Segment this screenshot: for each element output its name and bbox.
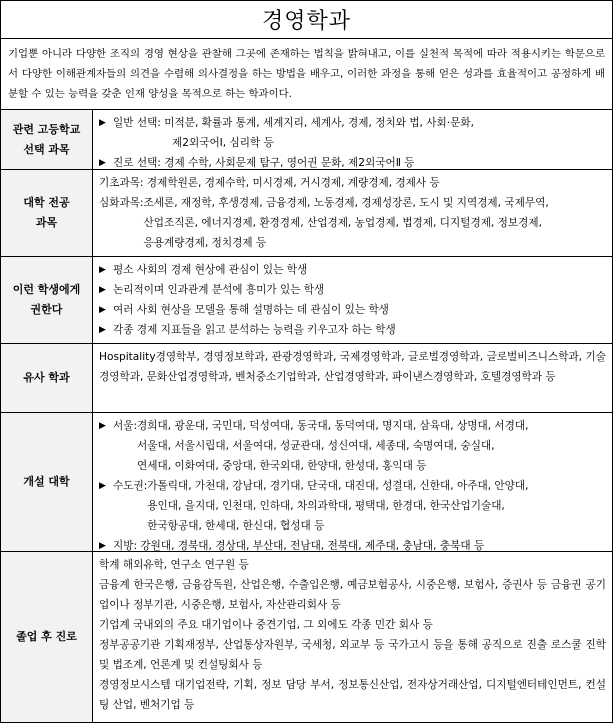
univ-line: 서울대, 서울시립대, 서울여대, 성균관대, 성신여대, 세종대, 숙명여대, 숭실대, bbox=[137, 440, 495, 452]
label-line: 과목 bbox=[35, 216, 58, 229]
advanced-line: 응용계량경제, 정치경제 등 bbox=[143, 237, 267, 249]
label-line: 관련 고등학교 bbox=[12, 122, 81, 136]
triangle-bullet-icon: ▶ bbox=[99, 305, 106, 315]
region-seoul bbox=[113, 416, 529, 476]
region-key: 서울: bbox=[113, 420, 138, 432]
triangle-bullet-icon: ▶ bbox=[99, 325, 106, 335]
career-item: 경영정보시스템 대기업전략, 기획, 정보 담당 부서, 정보통신산업, 전자상거래산업, 디지털엔터테인먼트, 컨설팅 산업, 벤처기업 등 bbox=[99, 679, 606, 711]
list-item bbox=[99, 476, 606, 536]
triangle-bullet-icon: ▶ bbox=[99, 158, 106, 168]
row-content-recommended bbox=[93, 257, 612, 343]
triangle-bullet-icon: ▶ bbox=[99, 541, 106, 551]
row-similar-departments bbox=[0, 344, 613, 413]
advanced-line: 조세론, 재정학, 후생경제, 금융경제, 노동경제, 경제성장론, 도시 및 지역경제, 국제무역, bbox=[143, 197, 549, 209]
general-elective-text: 일반 선택: 미적분, 확률과 통계, 세계지리, 세계사, 경제, 정치와 법, 사회·문화, bbox=[113, 117, 474, 129]
career-item: 정부공공기관 기획재정부, 산업통상자원부, 국세청, 외교부 등 국가고시 등을 통해 공직으로 진출 로스쿨 진학 및 법조계, 언론계 및 컨설팅회사 등 bbox=[99, 639, 606, 671]
region-values bbox=[147, 476, 528, 536]
advanced-values bbox=[144, 193, 606, 253]
row-label-hs-subjects bbox=[1, 110, 93, 169]
row-career bbox=[0, 552, 613, 723]
row-label-career: 졸업 후 진로 bbox=[1, 552, 93, 722]
recommend-text: 여러 사회 현상을 모델을 통해 설명하는 데 관심이 있는 학생 bbox=[113, 304, 389, 316]
list-item bbox=[99, 416, 606, 476]
univ-line: 연세대, 이화여대, 중앙대, 한국외대, 한양대, 한성대, 홍익대 등 bbox=[137, 460, 427, 472]
univ-line: 한국항공대, 한세대, 한신대, 협성대 등 bbox=[147, 520, 325, 532]
label-line: 이런 학생에게 bbox=[12, 283, 81, 296]
career-elective-text: 진로 선택: 경제 수학, 사회문제 탐구, 영어권 문화, 제2외국어Ⅱ 등 bbox=[113, 157, 415, 169]
triangle-bullet-icon: ▶ bbox=[99, 265, 106, 275]
intro-paragraph: 기업뿐 아니라 다양한 조직의 경영 현상을 관찰해 그곳에 존재하는 법칙을 밝혀내고, 이를 실천적 목적에 따라 적용시키는 학문으로서 다양한 이해관계자들의 의견을 수렴해 의사결정을 하는 방법을 배우고, 이러한 과정을 통해 얻은 성과를 효율적이고 공정하게 배분할 수 있는 능력을 갖춘 인재 양성을 목적으로 하는 학과이다. bbox=[0, 38, 613, 110]
label-line: 대학 전공 bbox=[23, 196, 70, 209]
recommend-text: 평소 사회의 경제 현상에 관심이 있는 학생 bbox=[113, 264, 308, 276]
row-content-hs-subjects bbox=[93, 110, 612, 169]
univ-line: 가톨릭대, 가천대, 강남대, 경기대, 단국대, 대진대, 성결대, 신한대, 아주대, 안양대, bbox=[147, 480, 529, 492]
region-metro bbox=[113, 476, 529, 536]
advanced-courses bbox=[99, 193, 606, 253]
list-item bbox=[99, 280, 606, 300]
row-major-courses bbox=[0, 170, 613, 257]
region-values bbox=[137, 416, 528, 476]
row-label-similar: 유사 학과 bbox=[1, 344, 93, 412]
row-universities bbox=[0, 413, 613, 552]
label-line: 권한다 bbox=[30, 303, 63, 316]
advanced-key: 심화과목: bbox=[99, 197, 144, 209]
row-content-universities bbox=[93, 413, 612, 551]
row-label-recommended bbox=[1, 257, 93, 343]
row-content-major-courses bbox=[93, 170, 612, 256]
triangle-bullet-icon: ▶ bbox=[99, 118, 106, 128]
triangle-bullet-icon: ▶ bbox=[99, 421, 106, 431]
row-hs-subjects bbox=[0, 110, 613, 170]
row-content-similar: Hospitality경영학부, 경영정보학과, 관광경영학과, 국제경영학과, 글로벌경영학과, 글로벌비즈니스학과, 기술경영학과, 문화산업경영학과, 벤처중소기업학과, 산업경영학과, 파이낸스경영학과, 호텔경영학과 등 bbox=[99, 351, 606, 383]
career-item: 학계 해외유학, 연구소 연구원 등 bbox=[99, 559, 249, 571]
row-label-universities: 개설 대학 bbox=[1, 413, 93, 551]
row-content-career bbox=[93, 552, 612, 722]
advanced-line: 산업조직론, 에너지경제, 환경경제, 산업경제, 농업경제, 법경제, 디지털경제, 정보경제, bbox=[143, 217, 542, 229]
list-item bbox=[99, 300, 606, 320]
list-item bbox=[99, 320, 606, 340]
row-recommended-students bbox=[0, 257, 613, 344]
recommend-text: 각종 경제 지표들을 읽고 분석하는 능력을 키우고자 하는 학생 bbox=[113, 324, 396, 336]
label-line: 선택 과목 bbox=[23, 142, 70, 156]
triangle-bullet-icon: ▶ bbox=[99, 285, 106, 295]
career-item: 기업계 국내외의 주요 대기업이나 중견기업, 그 외에도 각종 민간 회사 등 bbox=[99, 619, 433, 631]
univ-line: 용인대, 을지대, 인천대, 인하대, 차의과학대, 평택대, 한경대, 한국산업기술대, bbox=[147, 500, 505, 512]
row-label-major-courses bbox=[1, 170, 93, 256]
region-key: 수도권: bbox=[113, 480, 148, 492]
career-item: 금융계 한국은행, 금융감독원, 산업은행, 수출입은행, 예금보험공사, 시중은행, 보험사, 증권사 등 금융권 공기업이나 정부기관, 시중은행, 보험사, 자산관리회사 등 bbox=[99, 579, 606, 611]
general-elective-text-cont: 제2외국어Ⅰ, 심리학 등 bbox=[172, 137, 274, 149]
recommend-text: 논리적이며 인과관계 분석에 흥미가 있는 학생 bbox=[113, 284, 325, 296]
basic-courses: 기초과목: 경제학원론, 경제수학, 미시경제, 거시경제, 계량경제, 경제사 등 bbox=[99, 177, 440, 189]
triangle-bullet-icon: ▶ bbox=[99, 481, 106, 491]
univ-line: 경희대, 광운대, 국민대, 덕성여대, 동국대, 동덕여대, 명지대, 삼육대, 상명대, 서경대, bbox=[137, 420, 529, 432]
region-local: 지방: 강원대, 경북대, 경상대, 부산대, 전남대, 전북대, 제주대, 충남대, 충북대 등 bbox=[113, 540, 485, 552]
list-item bbox=[99, 260, 606, 280]
list-item bbox=[99, 113, 606, 133]
page-title: 경영학과 bbox=[0, 0, 613, 38]
